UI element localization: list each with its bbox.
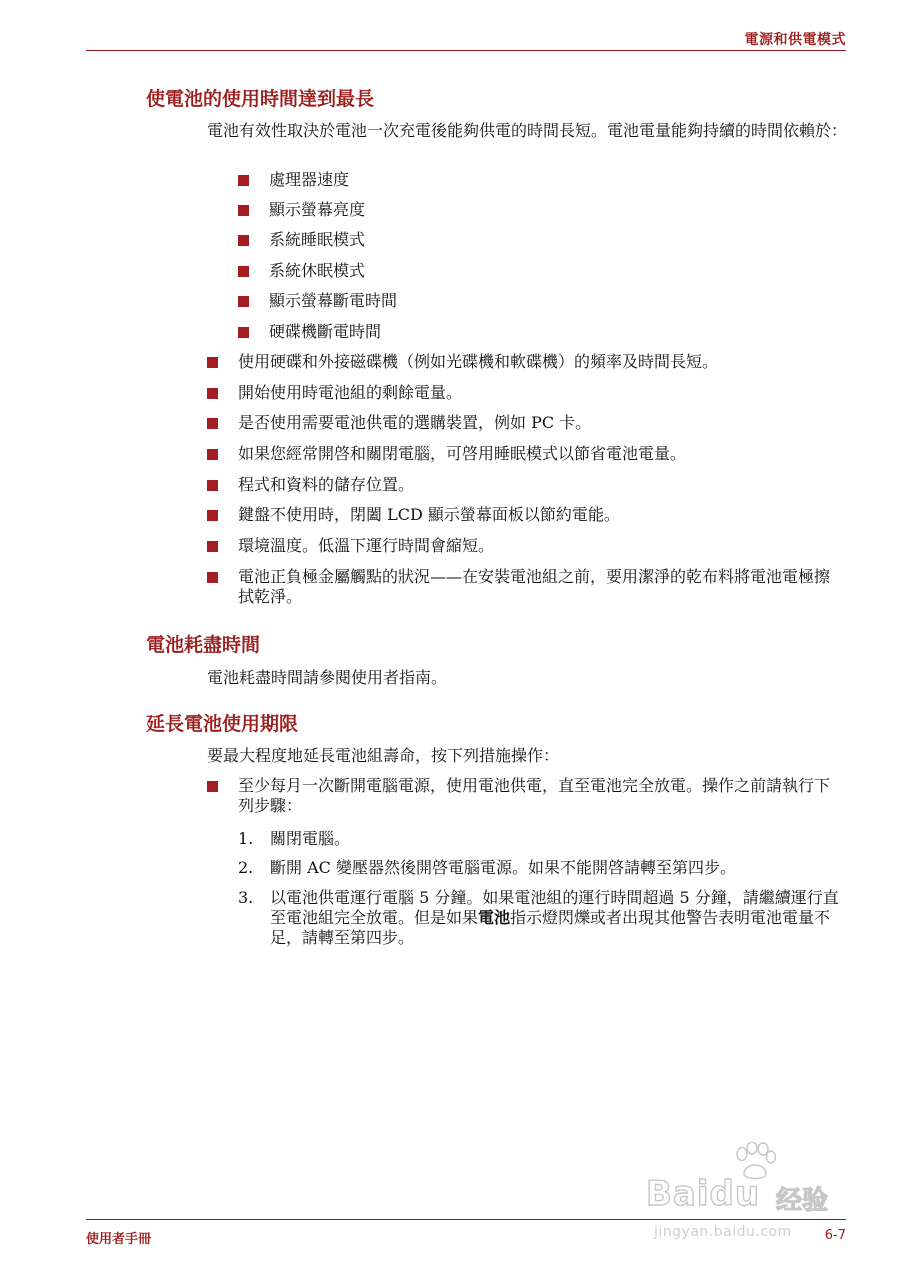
section2-text: 電池耗盡時間請參閱使用者指南。 bbox=[207, 668, 448, 687]
watermark-url: jingyan.baidu.com bbox=[654, 1224, 792, 1240]
bullet-square-icon bbox=[207, 418, 218, 429]
footer-divider bbox=[86, 1219, 846, 1220]
list-item-text: 使用硬碟和外接磁碟機（例如光碟機和軟碟機）的頻率及時間長短。 bbox=[238, 352, 719, 371]
bullet-square-icon bbox=[207, 510, 218, 521]
bullet-square-icon bbox=[207, 541, 218, 552]
list-item-text: 程式和資料的儲存位置。 bbox=[238, 475, 415, 494]
list-item-text: 開始使用時電池組的剩餘電量。 bbox=[238, 383, 463, 402]
section-heading-maximize-battery: 使電池的使用時間達到最長 bbox=[146, 88, 375, 110]
step-number: 3. bbox=[238, 888, 254, 907]
list-item-text: 系統休眠模式 bbox=[269, 261, 366, 280]
step-text bbox=[270, 888, 842, 948]
list-item-text: 處理器速度 bbox=[269, 170, 350, 189]
bullet-square-icon bbox=[238, 327, 249, 338]
bullet-square-icon bbox=[207, 449, 218, 460]
watermark-brand: Baidu bbox=[646, 1174, 761, 1214]
step-number: 2. bbox=[238, 858, 254, 877]
step-text: 斷開 AC 變壓器然後開啓電腦電源。如果不能開啓請轉至第四步。 bbox=[270, 858, 736, 877]
list-item-text: 系統睡眠模式 bbox=[269, 230, 366, 249]
battery-indicator-term: 電池 bbox=[478, 908, 511, 927]
list-item-text: 是否使用需要電池供電的選購裝置，例如 PC 卡。 bbox=[238, 413, 592, 432]
list-item-text: 如果您經常開啓和關閉電腦，可啓用睡眠模式以節省電池電量。 bbox=[238, 444, 687, 463]
section-heading-battery-drain-time: 電池耗盡時間 bbox=[146, 634, 261, 656]
step-text-part: 指示燈閃爍或者出現其他警告表明電池電量不足，請轉至第四步。 bbox=[270, 908, 831, 947]
watermark-brand-cn: 经验 bbox=[776, 1186, 829, 1216]
list-item-text: 電池正負極金屬觸點的狀況——在安裝電池組之前，要用潔淨的乾布料將電池電極擦拭乾淨。 bbox=[238, 567, 831, 606]
bullet-square-icon bbox=[207, 572, 218, 583]
page-number: 6-7 bbox=[824, 1228, 846, 1243]
section-heading-extend-battery-life: 延長電池使用期限 bbox=[146, 713, 299, 735]
bullet-square-icon bbox=[207, 480, 218, 491]
list-item-text: 顯示螢幕斷電時間 bbox=[269, 291, 398, 310]
bullet-square-icon bbox=[238, 235, 249, 246]
bullet-square-icon bbox=[238, 296, 249, 307]
step-text: 關閉電腦。 bbox=[270, 829, 351, 848]
list-item-text: 顯示螢幕亮度 bbox=[269, 200, 366, 219]
bullet-square-icon bbox=[207, 781, 218, 792]
step-number: 1. bbox=[238, 829, 254, 848]
running-header-title: 電源和供電模式 bbox=[744, 32, 846, 48]
bullet-square-icon bbox=[207, 357, 218, 368]
list-item-text: 硬碟機斷電時間 bbox=[269, 322, 382, 341]
section3-intro: 要最大程度地延長電池組壽命，按下列措施操作： bbox=[207, 746, 560, 765]
bullet-square-icon bbox=[207, 388, 218, 399]
bullet-square-icon bbox=[238, 266, 249, 277]
bullet-square-icon bbox=[238, 205, 249, 216]
list-item-text: 環境溫度。低溫下運行時間會縮短。 bbox=[238, 536, 495, 555]
list-item-text: 至少每月一次斷開電腦電源，使用電池供電，直至電池完全放電。操作之前請執行下列步驟： bbox=[238, 776, 831, 815]
bullet-square-icon bbox=[238, 175, 249, 186]
step-text-part: 以電池供電運行電腦 5 分鐘。如果電池組的運行時間超過 5 分鐘，請繼續運行直至電池組完全放電。但是如果 bbox=[270, 888, 839, 927]
section1-intro: 電池有效性取決於電池一次充電後能夠供電的時間長短。電池電量能夠持續的時間依賴於： bbox=[207, 121, 848, 140]
header-divider bbox=[86, 50, 846, 51]
list-item-text: 鍵盤不使用時，閉闔 LCD 顯示螢幕面板以節約電能。 bbox=[238, 505, 620, 524]
footer-manual-title: 使用者手冊 bbox=[86, 1232, 152, 1247]
